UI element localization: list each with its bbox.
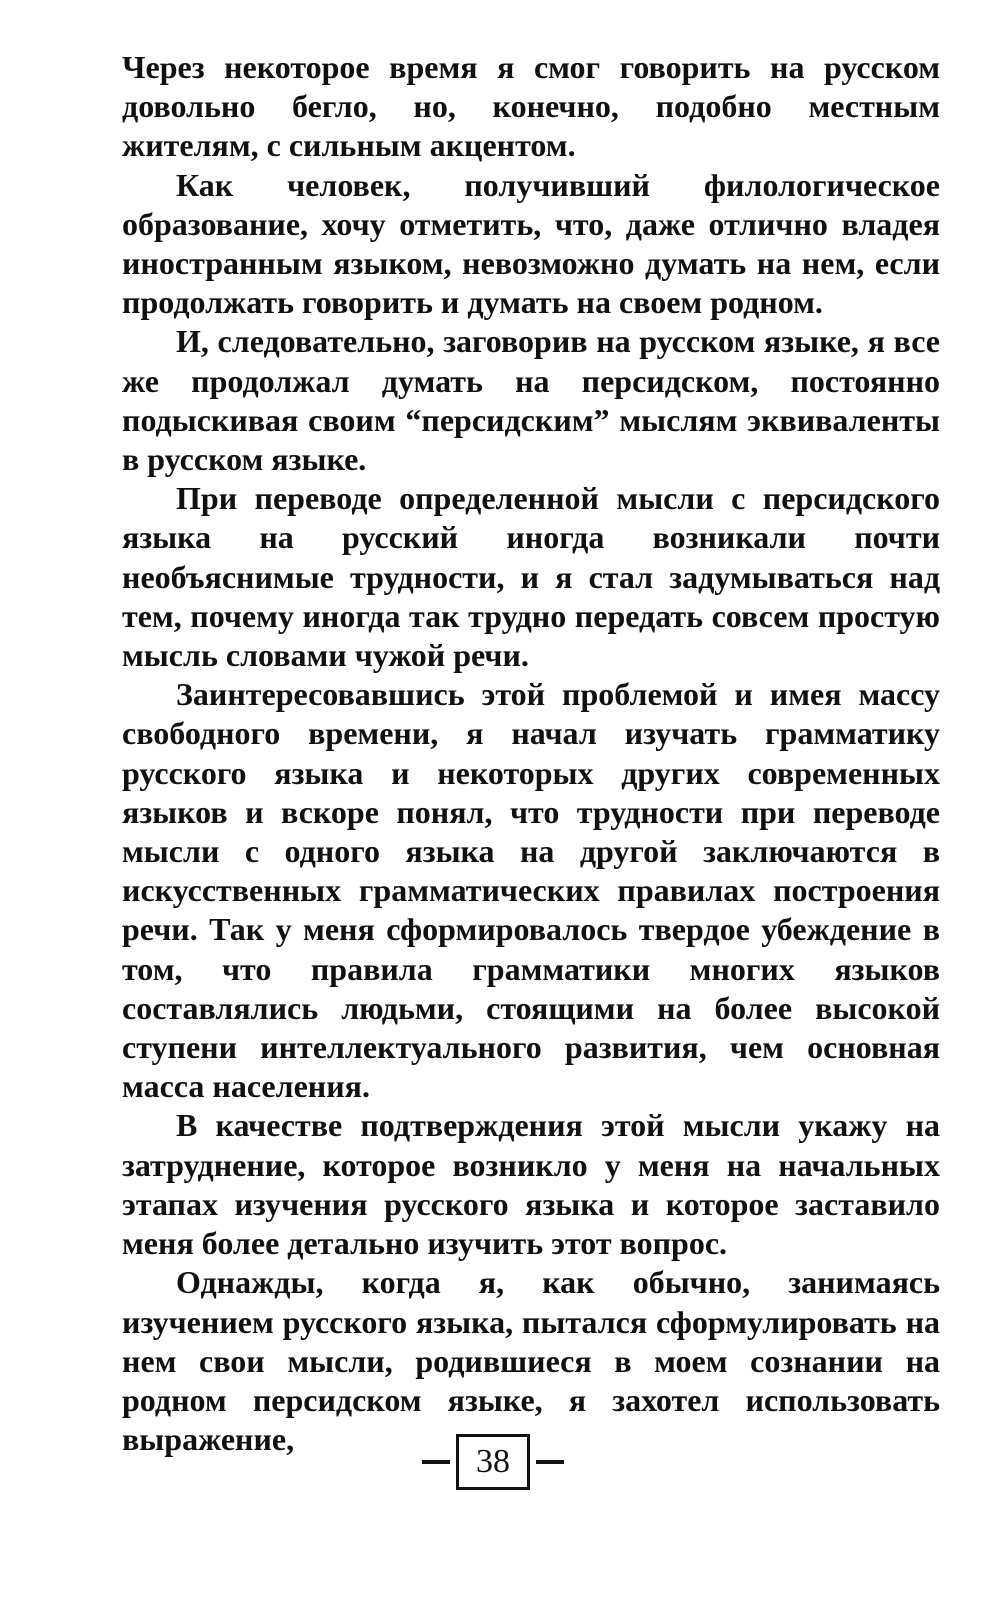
page-footer [0,1432,986,1492]
paragraph-2: Как человек, получивший филологическое образование, хочу отметить, что, даже отлично владея иностранным языком, невозможно думать на нем, если продолжать говорить и думать на своем родном. [122,166,940,321]
page-number: 38 [456,1434,530,1490]
paragraph-6: В качестве подтверждения этой мысли укажу на затруднение, которое возникло у меня на начальных этапах изучения русского языка и которое заставило меня более детально изучить этот вопрос. [122,1107,940,1262]
paragraph-5: Заинтересовавшись этой проблемой и имея массу свободного времени, я начал изучать грамматику русского языка и некоторых других современных языков и вскоре понял, что трудности при переводе мысли с одного языка на другой заключаются в искусственных грамматических правилах построения речи. Так у меня сформировалось твердое убеждение в том, что правила грамматики многих языков составлялись людьми, стоящими на более высокой ступени интеллектуального развития, чем основная масса населения. [122,676,940,1105]
left-dash [422,1460,450,1464]
paragraph-3: И, следовательно, заговорив на русском языке, я все же продолжал думать на персидском, постоянно подыскивая своим “персидским” мыслям эквиваленты в русском языке. [122,323,940,478]
paragraph-1: Через некоторое время я смог говорить на русском довольно бегло, но, конечно, подобно местным жителям, с сильным акцентом. [122,49,940,164]
page-body [122,48,940,1459]
paragraph-7: Однажды, когда я, как обычно, занимаясь изучением русского языка, пытался сформулировать на нем свои мысли, родившиеся в моем сознании на родном персидском языке, я захотел использовать выражение, [122,1264,940,1458]
paragraph-4: При переводе определенной мысли с персидского языка на русский иногда возникали почти необъяснимые трудности, и я стал задумываться над тем, почему иногда так трудно передать совсем простую мысль словами чужой речи. [122,480,940,674]
right-dash [536,1460,564,1464]
